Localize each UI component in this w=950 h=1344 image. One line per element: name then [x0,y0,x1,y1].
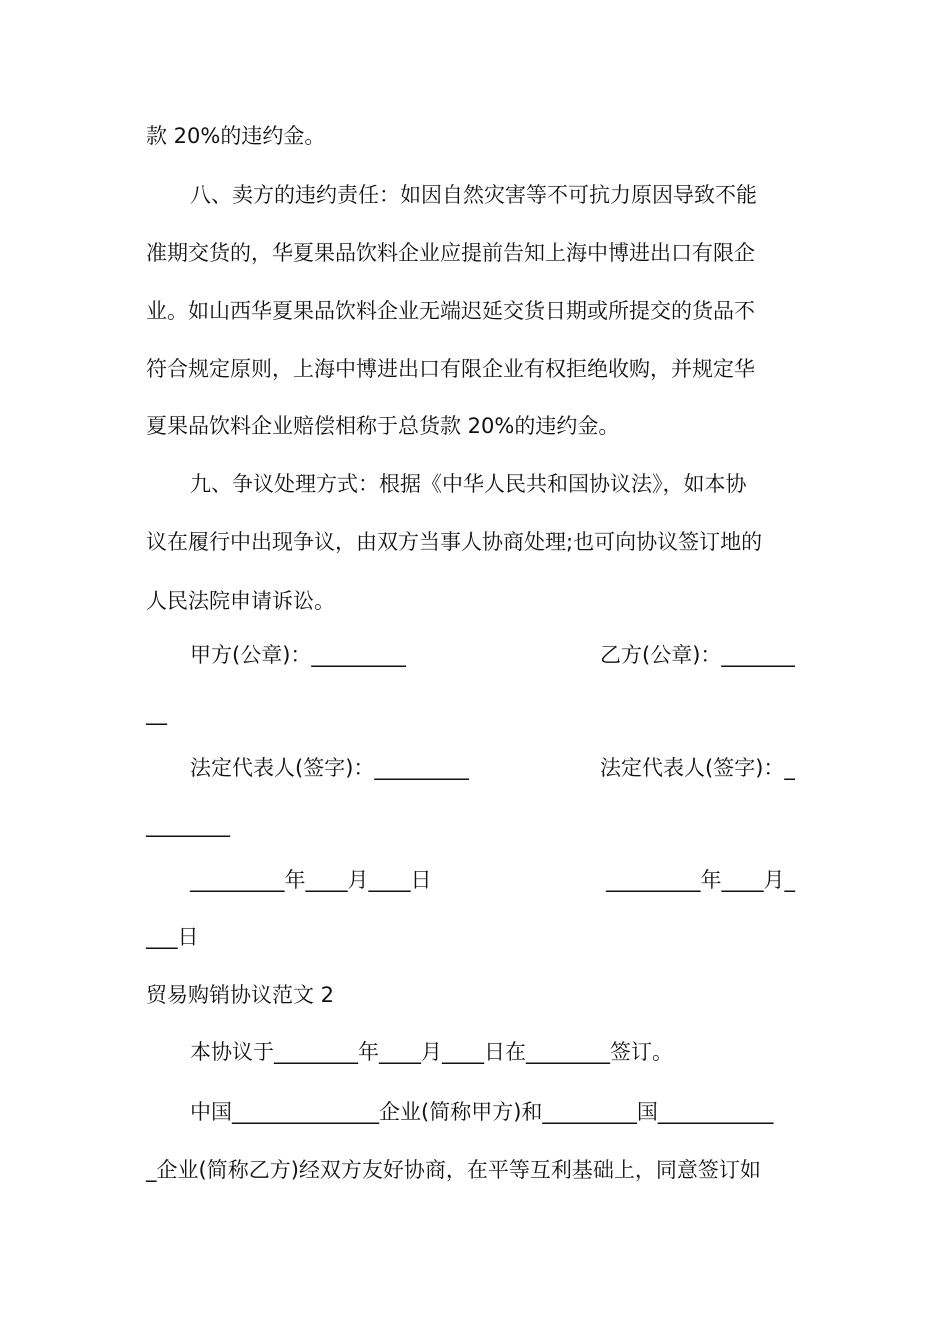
paragraph-line: 本协议于________年____月____日在________签订。 [190,1040,673,1064]
paragraph-line: 准期交货的，华夏果品饮料企业应提前告知上海中博进出口有限企 [146,241,755,265]
paragraph-line: 中国______________企业(简称甲方)和_________国___________ [190,1100,774,1124]
section-title: 贸易购销协议范文 2 [146,983,335,1007]
party-b-seal-line: 乙方(公章)：_______ [600,643,795,667]
party-b-representative-continuation: ________ [146,813,230,837]
party-a-date-line: _________年____月____日 [190,868,432,892]
paragraph-line: 议在履行中出现争议，由双方当事人协商处理;也可向协议签订地的 [146,530,763,554]
paragraph-line: 符合规定原则，上海中博进出口有限企业有权拒绝收购，并规定华 [146,357,755,381]
paragraph-line: 九、争议处理方式：根据《中华人民共和国协议法》，如本协 [190,472,747,496]
paragraph-line: 夏果品饮料企业赔偿相称于总货款 20%的违约金。 [146,414,620,438]
paragraph-line: 人民法院申请诉讼。 [146,589,335,613]
paragraph-line: 款 20%的违约金。 [146,124,326,148]
party-a-representative-line: 法定代表人(签字)：_________ [190,756,469,780]
party-a-seal-line: 甲方(公章)：_________ [190,643,406,667]
party-b-date-line: _________年____月_ [606,868,795,892]
paragraph-line: _企业(简称乙方)经双方友好协商，在平等互利基础上，同意签订如 [146,1158,761,1182]
paragraph-line: 八、卖方的违约责任：如因自然灾害等不可抗力原因导致不能 [190,183,757,207]
paragraph-line: 业。如山西华夏果品饮料企业无端迟延交货日期或所提交的货品不 [146,299,755,323]
party-b-representative-line: 法定代表人(签字)：_ [600,756,795,780]
party-b-seal-continuation: __ [146,701,167,725]
party-b-date-continuation: ___日 [146,925,199,949]
